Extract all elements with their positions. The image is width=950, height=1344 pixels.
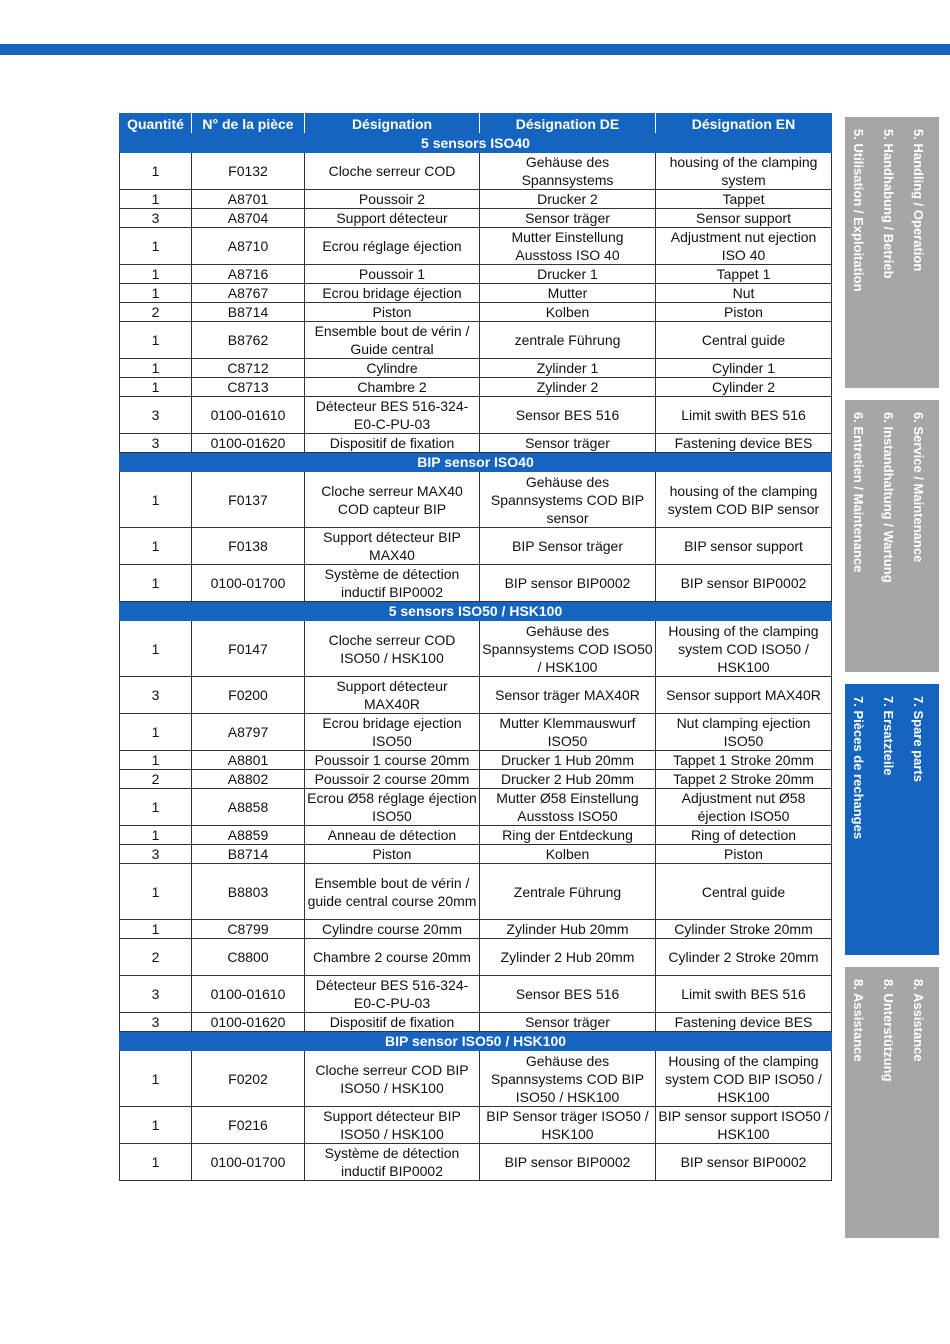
designation-en-cell: Tappet 2 Stroke 20mm xyxy=(656,770,832,789)
part-number-cell: A8858 xyxy=(192,789,305,826)
designation-fr-cell: Support détecteur MAX40R xyxy=(305,677,480,714)
designation-en-cell: Housing of the clamping system COD BIP ISO50 / HSK100 xyxy=(656,1051,832,1107)
designation-fr-cell: Ecrou bridage éjection xyxy=(305,284,480,303)
part-number-cell: A8704 xyxy=(192,209,305,228)
part-number-cell: 0100-01620 xyxy=(192,1013,305,1032)
tab-label-de: 8. Unterstützung xyxy=(881,979,896,1082)
designation-de-cell: Sensor träger xyxy=(480,434,656,453)
designation-fr-cell: Détecteur BES 516-324-E0-C-PU-03 xyxy=(305,976,480,1013)
designation-en-cell: Sensor support MAX40R xyxy=(656,677,832,714)
designation-de-cell: Ring der Entdeckung xyxy=(480,826,656,845)
part-number-cell: A8701 xyxy=(192,190,305,209)
tab-label-en: 8. Assistance xyxy=(911,979,926,1062)
designation-de-cell: BIP sensor BIP0002 xyxy=(480,565,656,602)
designation-de-cell: Zylinder Hub 20mm xyxy=(480,920,656,939)
part-number-cell: F0137 xyxy=(192,472,305,528)
designation-fr-cell: Cylindre course 20mm xyxy=(305,920,480,939)
designation-fr-cell: Poussoir 1 xyxy=(305,265,480,284)
designation-en-cell: Sensor support xyxy=(656,209,832,228)
designation-en-cell: Limit swith BES 516 xyxy=(656,976,832,1013)
designation-fr-cell: Support détecteur BIP ISO50 / HSK100 xyxy=(305,1107,480,1144)
quantity-cell: 3 xyxy=(120,845,192,864)
designation-en-cell: Piston xyxy=(656,845,832,864)
section-header-row xyxy=(120,134,832,153)
part-number-cell: A8859 xyxy=(192,826,305,845)
part-number-cell: A8710 xyxy=(192,228,305,265)
designation-fr-cell: Cloche serreur COD BIP ISO50 / HSK100 xyxy=(305,1051,480,1107)
designation-de-cell: Mutter Klemmauswurf ISO50 xyxy=(480,714,656,751)
table-row xyxy=(120,190,832,209)
tab-label-fr: 8. Assistance xyxy=(851,979,866,1062)
designation-de-cell: Mutter Ø58 Einstellung Ausstoss ISO50 xyxy=(480,789,656,826)
table-row xyxy=(120,303,832,322)
part-number-cell: A8797 xyxy=(192,714,305,751)
part-number-cell: B8714 xyxy=(192,303,305,322)
header-designation-en: Désignation EN xyxy=(656,114,832,134)
designation-de-cell: Zylinder 2 xyxy=(480,378,656,397)
tab-spare-parts[interactable] xyxy=(845,684,939,955)
part-number-cell: F0216 xyxy=(192,1107,305,1144)
designation-en-cell: Central guide xyxy=(656,864,832,920)
quantity-cell: 3 xyxy=(120,397,192,434)
designation-en-cell: BIP sensor BIP0002 xyxy=(656,565,832,602)
quantity-cell: 1 xyxy=(120,1051,192,1107)
designation-de-cell: Sensor träger xyxy=(480,209,656,228)
designation-de-cell: Zentrale Führung xyxy=(480,864,656,920)
designation-fr-cell: Système de détection inductif BIP0002 xyxy=(305,1144,480,1181)
tab-label-de: 7. Ersatzteile xyxy=(881,696,896,776)
table-row xyxy=(120,920,832,939)
designation-fr-cell: Anneau de détection xyxy=(305,826,480,845)
table-row xyxy=(120,359,832,378)
designation-fr-cell: Cloche serreur MAX40 COD capteur BIP xyxy=(305,472,480,528)
quantity-cell: 3 xyxy=(120,976,192,1013)
designation-fr-cell: Ensemble bout de vérin / guide central course 20mm xyxy=(305,864,480,920)
quantity-cell: 1 xyxy=(120,472,192,528)
quantity-cell: 2 xyxy=(120,303,192,322)
table-row xyxy=(120,434,832,453)
tab-label-de: 5. Handhabung / Betrieb xyxy=(881,129,896,279)
quantity-cell: 1 xyxy=(120,751,192,770)
table-row xyxy=(120,378,832,397)
designation-de-cell: Gehäuse des Spannsystems COD BIP sensor xyxy=(480,472,656,528)
header-accent-bar xyxy=(0,44,950,55)
designation-fr-cell: Ensemble bout de vérin / Guide central xyxy=(305,322,480,359)
designation-en-cell: Housing of the clamping system COD ISO50 / HSK100 xyxy=(656,621,832,677)
part-number-cell: C8800 xyxy=(192,939,305,976)
designation-fr-cell: Ecrou bridage ejection ISO50 xyxy=(305,714,480,751)
header-designation-de: Désignation DE xyxy=(480,114,656,134)
section-header-row xyxy=(120,453,832,472)
designation-de-cell: Mutter Einstellung Ausstoss ISO 40 xyxy=(480,228,656,265)
designation-fr-cell: Système de détection inductif BIP0002 xyxy=(305,565,480,602)
table-row xyxy=(120,1013,832,1032)
designation-de-cell: Sensor träger MAX40R xyxy=(480,677,656,714)
part-number-cell: F0202 xyxy=(192,1051,305,1107)
part-number-cell: A8767 xyxy=(192,284,305,303)
table-row xyxy=(120,322,832,359)
designation-de-cell: Drucker 1 xyxy=(480,265,656,284)
table-row xyxy=(120,1144,832,1181)
tab-label-fr: 5. Utilisation / Exploitation xyxy=(851,129,866,292)
header-part-number: N° de la pièce xyxy=(192,114,305,134)
designation-fr-cell: Chambre 2 xyxy=(305,378,480,397)
quantity-cell: 1 xyxy=(120,714,192,751)
designation-en-cell: housing of the clamping system COD BIP sensor xyxy=(656,472,832,528)
designation-fr-cell: Support détecteur xyxy=(305,209,480,228)
part-number-cell: B8714 xyxy=(192,845,305,864)
designation-en-cell: Tappet xyxy=(656,190,832,209)
section-header-row xyxy=(120,1032,832,1051)
quantity-cell: 3 xyxy=(120,1013,192,1032)
designation-fr-cell: Support détecteur BIP MAX40 xyxy=(305,528,480,565)
designation-en-cell: Cylinder 2 Stroke 20mm xyxy=(656,939,832,976)
designation-de-cell: Mutter xyxy=(480,284,656,303)
designation-fr-cell: Dispositif de fixation xyxy=(305,1013,480,1032)
part-number-cell: 0100-01610 xyxy=(192,397,305,434)
table-row xyxy=(120,845,832,864)
designation-de-cell: BIP Sensor träger xyxy=(480,528,656,565)
designation-de-cell: Drucker 1 Hub 20mm xyxy=(480,751,656,770)
quantity-cell: 1 xyxy=(120,153,192,190)
designation-fr-cell: Chambre 2 course 20mm xyxy=(305,939,480,976)
section-title: 5 sensors ISO50 / HSK100 xyxy=(120,602,832,621)
quantity-cell: 1 xyxy=(120,322,192,359)
designation-fr-cell: Piston xyxy=(305,845,480,864)
part-number-cell: F0200 xyxy=(192,677,305,714)
table-row xyxy=(120,621,832,677)
quantity-cell: 1 xyxy=(120,920,192,939)
table-row xyxy=(120,1051,832,1107)
tab-handling-operation[interactable] xyxy=(845,117,939,388)
table-row xyxy=(120,826,832,845)
designation-de-cell: Drucker 2 xyxy=(480,190,656,209)
designation-en-cell: BIP sensor support xyxy=(656,528,832,565)
part-number-cell: B8803 xyxy=(192,864,305,920)
part-number-cell: A8716 xyxy=(192,265,305,284)
designation-en-cell: Ring of detection xyxy=(656,826,832,845)
part-number-cell: F0132 xyxy=(192,153,305,190)
quantity-cell: 1 xyxy=(120,1144,192,1181)
designation-de-cell: Zylinder 1 xyxy=(480,359,656,378)
table-row xyxy=(120,397,832,434)
designation-de-cell: BIP Sensor träger ISO50 / HSK100 xyxy=(480,1107,656,1144)
quantity-cell: 1 xyxy=(120,190,192,209)
designation-en-cell: Nut xyxy=(656,284,832,303)
part-number-cell: C8712 xyxy=(192,359,305,378)
part-number-cell: A8801 xyxy=(192,751,305,770)
part-number-cell: 0100-01700 xyxy=(192,1144,305,1181)
table-row xyxy=(120,789,832,826)
table-row xyxy=(120,1107,832,1144)
part-number-cell: 0100-01620 xyxy=(192,434,305,453)
quantity-cell: 3 xyxy=(120,209,192,228)
tab-assistance[interactable] xyxy=(845,967,939,1238)
table-row xyxy=(120,864,832,920)
designation-fr-cell: Ecrou réglage éjection xyxy=(305,228,480,265)
designation-de-cell: zentrale Führung xyxy=(480,322,656,359)
designation-fr-cell: Piston xyxy=(305,303,480,322)
table-row xyxy=(120,677,832,714)
quantity-cell: 3 xyxy=(120,677,192,714)
quantity-cell: 1 xyxy=(120,565,192,602)
designation-en-cell: Adjustment nut ejection ISO 40 xyxy=(656,228,832,265)
table-row xyxy=(120,228,832,265)
designation-fr-cell: Ecrou Ø58 réglage éjection ISO50 xyxy=(305,789,480,826)
quantity-cell: 1 xyxy=(120,284,192,303)
designation-fr-cell: Cylindre xyxy=(305,359,480,378)
designation-de-cell: Zylinder 2 Hub 20mm xyxy=(480,939,656,976)
quantity-cell: 3 xyxy=(120,434,192,453)
header-designation-fr: Désignation xyxy=(305,114,480,134)
designation-en-cell: Adjustment nut Ø58 éjection ISO50 xyxy=(656,789,832,826)
table-row xyxy=(120,153,832,190)
designation-en-cell: Fastening device BES xyxy=(656,1013,832,1032)
tab-label-de: 6. Instandhaltung / Wartung xyxy=(881,412,896,583)
part-number-cell: F0147 xyxy=(192,621,305,677)
tab-service-maintenance[interactable] xyxy=(845,400,939,672)
designation-en-cell: Tappet 1 Stroke 20mm xyxy=(656,751,832,770)
part-number-cell: B8762 xyxy=(192,322,305,359)
tab-label-fr: 7. Pièces de rechanges xyxy=(851,696,866,840)
quantity-cell: 1 xyxy=(120,864,192,920)
quantity-cell: 1 xyxy=(120,1107,192,1144)
spare-parts-table xyxy=(119,113,832,1181)
designation-en-cell: housing of the clamping system xyxy=(656,153,832,190)
table-row xyxy=(120,265,832,284)
quantity-cell: 1 xyxy=(120,621,192,677)
designation-de-cell: Sensor träger xyxy=(480,1013,656,1032)
tab-label-en: 7. Spare parts xyxy=(911,696,926,782)
part-number-cell: A8802 xyxy=(192,770,305,789)
designation-en-cell: Cylinder 2 xyxy=(656,378,832,397)
designation-de-cell: Drucker 2 Hub 20mm xyxy=(480,770,656,789)
designation-en-cell: Central guide xyxy=(656,322,832,359)
section-header-row xyxy=(120,602,832,621)
table-row xyxy=(120,939,832,976)
designation-de-cell: Kolben xyxy=(480,303,656,322)
quantity-cell: 1 xyxy=(120,528,192,565)
designation-fr-cell: Cloche serreur COD xyxy=(305,153,480,190)
table-header-row xyxy=(120,114,832,134)
table-row xyxy=(120,472,832,528)
quantity-cell: 1 xyxy=(120,359,192,378)
designation-en-cell: BIP sensor support ISO50 / HSK100 xyxy=(656,1107,832,1144)
part-number-cell: F0138 xyxy=(192,528,305,565)
designation-fr-cell: Détecteur BES 516-324-E0-C-PU-03 xyxy=(305,397,480,434)
designation-fr-cell: Poussoir 1 course 20mm xyxy=(305,751,480,770)
designation-de-cell: Sensor BES 516 xyxy=(480,976,656,1013)
designation-de-cell: Sensor BES 516 xyxy=(480,397,656,434)
designation-fr-cell: Poussoir 2 xyxy=(305,190,480,209)
designation-de-cell: Gehäuse des Spannsystems COD BIP ISO50 / HSK100 xyxy=(480,1051,656,1107)
part-number-cell: 0100-01700 xyxy=(192,565,305,602)
part-number-cell: C8799 xyxy=(192,920,305,939)
header-quantity: Quantité xyxy=(120,114,192,134)
table-row xyxy=(120,209,832,228)
part-number-cell: 0100-01610 xyxy=(192,976,305,1013)
tab-label-en: 6. Service / Maintenance xyxy=(911,412,926,563)
quantity-cell: 2 xyxy=(120,939,192,976)
quantity-cell: 1 xyxy=(120,265,192,284)
designation-en-cell: BIP sensor BIP0002 xyxy=(656,1144,832,1181)
designation-de-cell: Gehäuse des Spannsystems COD ISO50 / HSK100 xyxy=(480,621,656,677)
table-row xyxy=(120,751,832,770)
quantity-cell: 1 xyxy=(120,789,192,826)
designation-en-cell: Limit swith BES 516 xyxy=(656,397,832,434)
designation-en-cell: Cylinder Stroke 20mm xyxy=(656,920,832,939)
designation-en-cell: Piston xyxy=(656,303,832,322)
designation-de-cell: Gehäuse des Spannsystems xyxy=(480,153,656,190)
table-row xyxy=(120,528,832,565)
section-title: BIP sensor ISO50 / HSK100 xyxy=(120,1032,832,1051)
tab-label-fr: 6. Entretien / Maintenance xyxy=(851,412,866,573)
section-title: 5 sensors ISO40 xyxy=(120,134,832,153)
designation-en-cell: Nut clamping ejection ISO50 xyxy=(656,714,832,751)
designation-de-cell: Kolben xyxy=(480,845,656,864)
designation-fr-cell: Cloche serreur COD ISO50 / HSK100 xyxy=(305,621,480,677)
quantity-cell: 2 xyxy=(120,770,192,789)
table-row xyxy=(120,565,832,602)
designation-en-cell: Tappet 1 xyxy=(656,265,832,284)
designation-de-cell: BIP sensor BIP0002 xyxy=(480,1144,656,1181)
quantity-cell: 1 xyxy=(120,378,192,397)
table-body xyxy=(120,134,832,1181)
designation-en-cell: Cylinder 1 xyxy=(656,359,832,378)
quantity-cell: 1 xyxy=(120,228,192,265)
part-number-cell: C8713 xyxy=(192,378,305,397)
designation-fr-cell: Dispositif de fixation xyxy=(305,434,480,453)
table-row xyxy=(120,770,832,789)
quantity-cell: 1 xyxy=(120,826,192,845)
tab-label-en: 5. Handling / Operation xyxy=(911,129,926,272)
table-row xyxy=(120,976,832,1013)
table-row xyxy=(120,284,832,303)
table-row xyxy=(120,714,832,751)
designation-fr-cell: Poussoir 2 course 20mm xyxy=(305,770,480,789)
designation-en-cell: Fastening device BES xyxy=(656,434,832,453)
section-title: BIP sensor ISO40 xyxy=(120,453,832,472)
